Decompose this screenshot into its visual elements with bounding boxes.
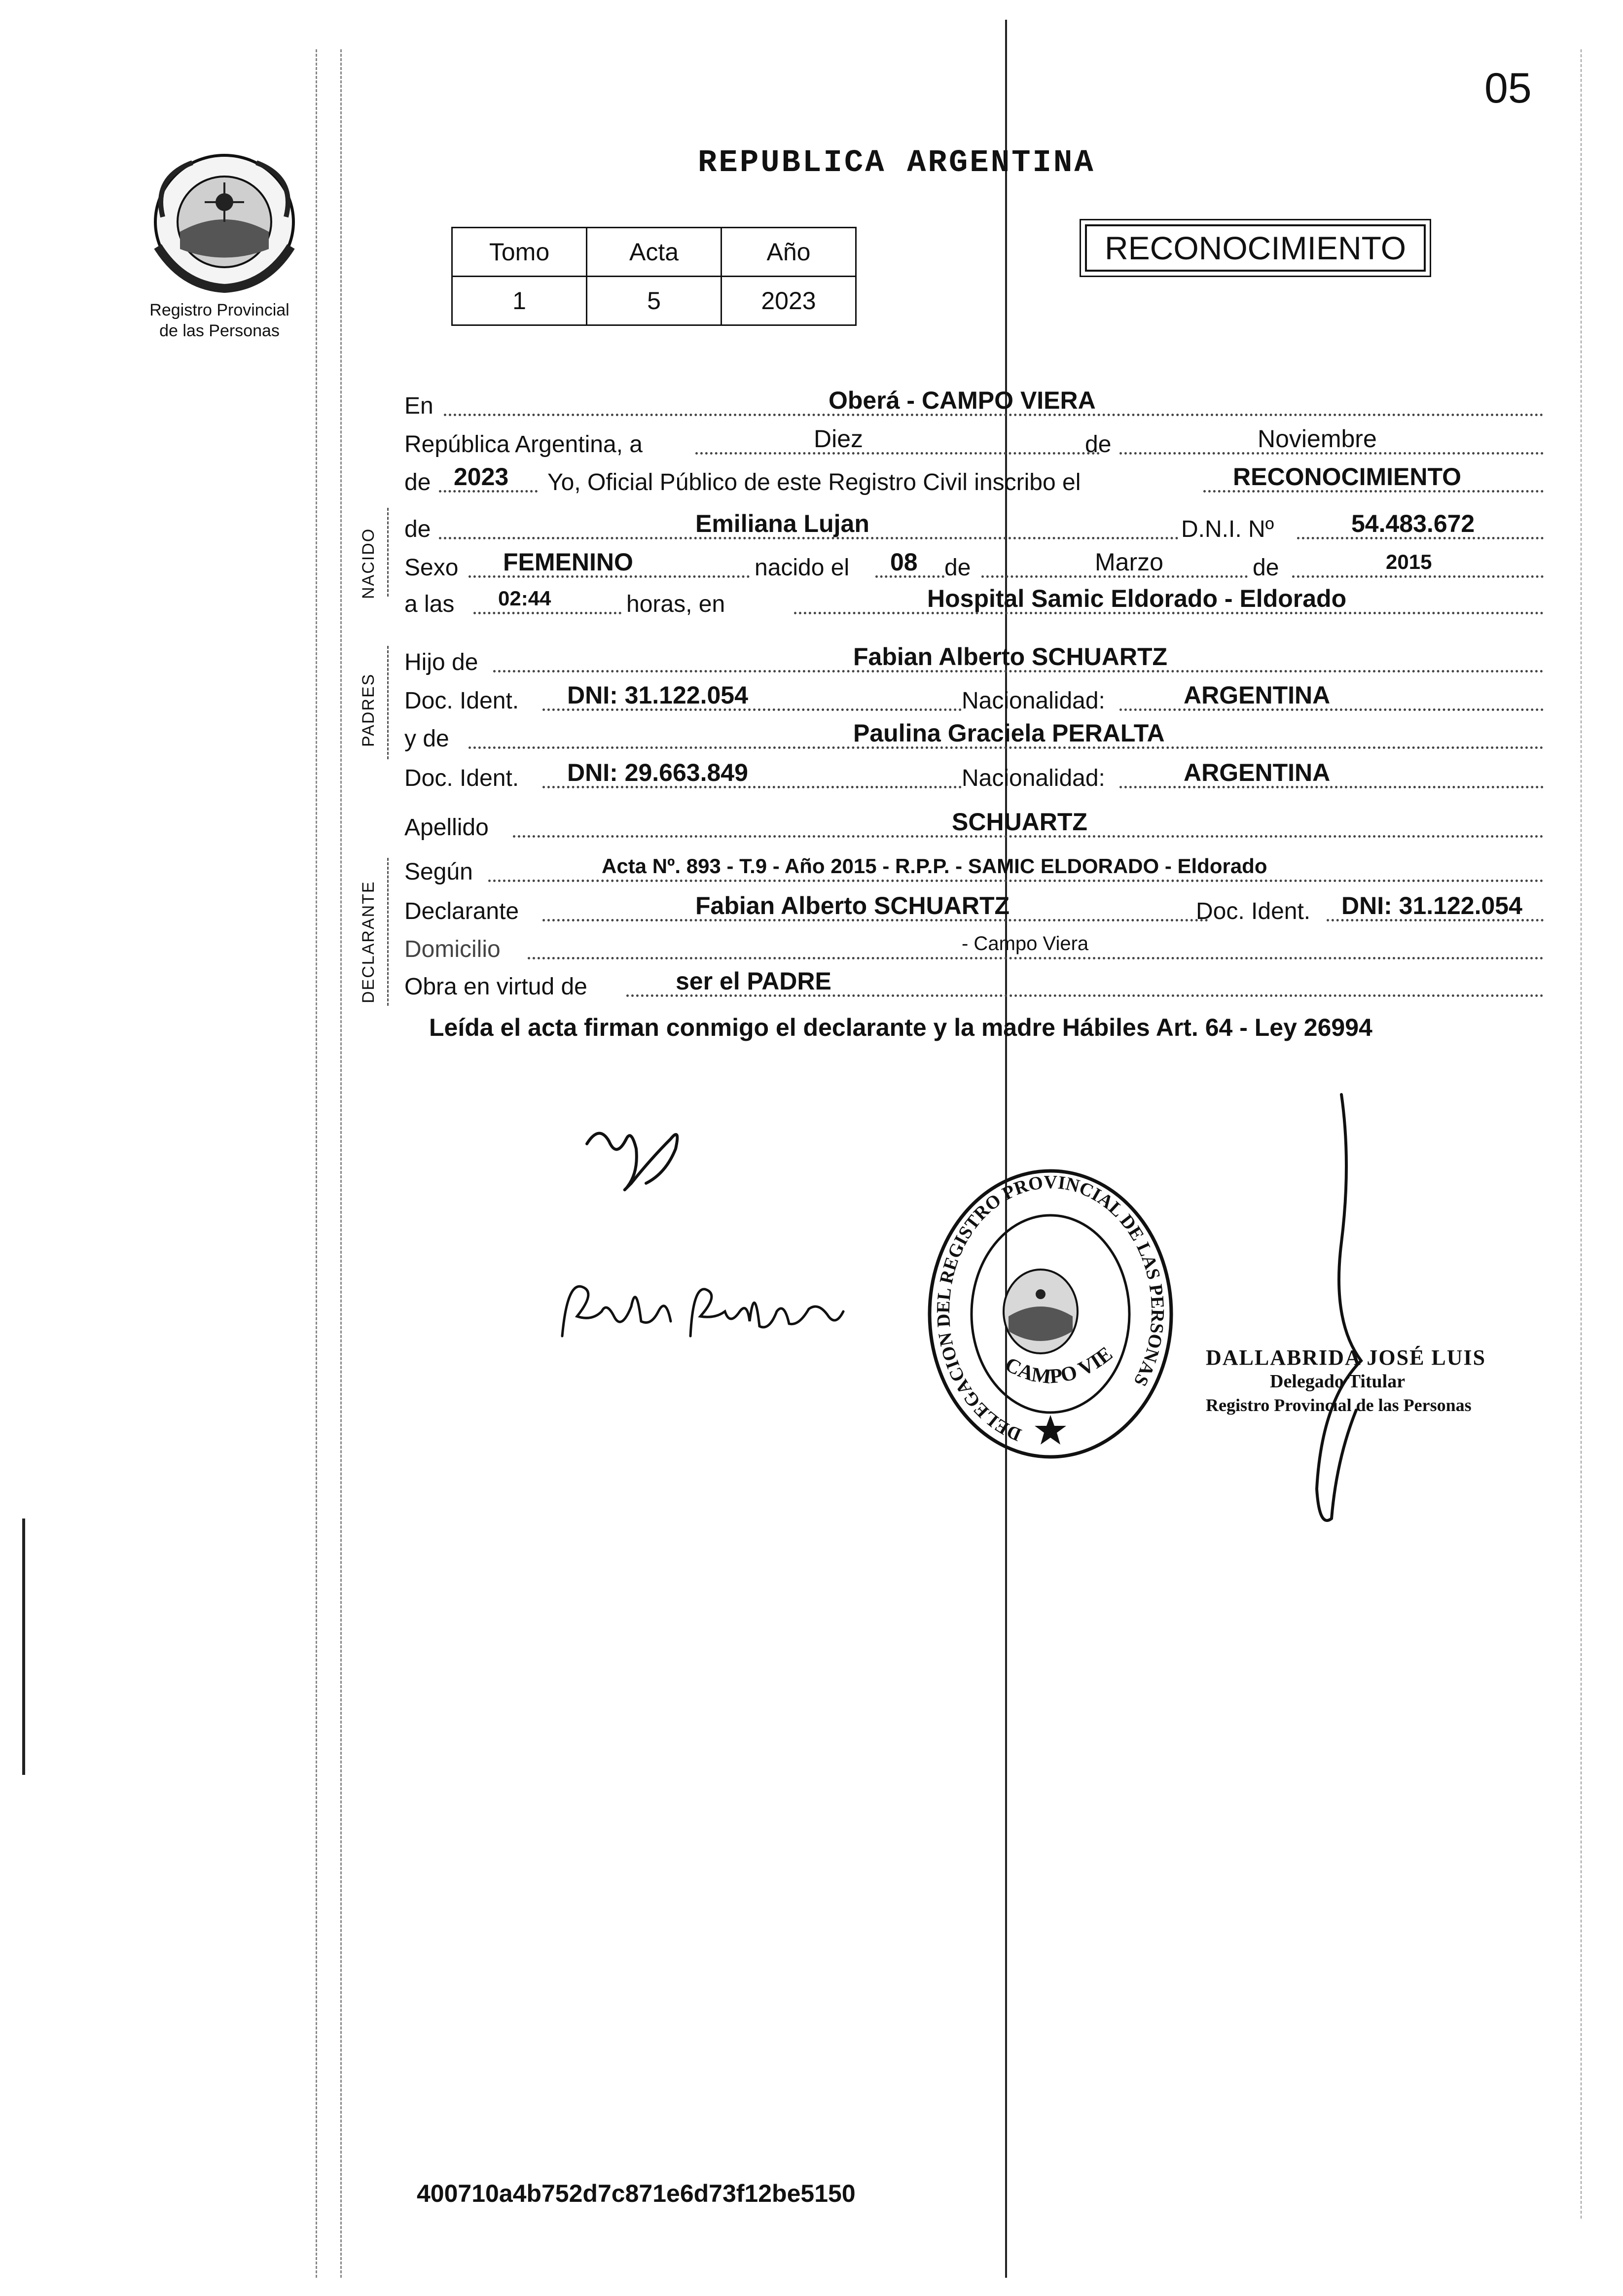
registry-line2: de las Personas <box>159 321 280 340</box>
nombre-value: Emiliana Lujan <box>695 510 869 537</box>
hora-value: 02:44 <box>498 587 551 610</box>
nac1-value: ARGENTINA <box>1184 681 1331 709</box>
table-header-tomo: Tomo <box>452 228 587 277</box>
doc1-label: Doc. Ident. <box>404 688 519 714</box>
table-header-acta: Acta <box>587 228 721 277</box>
seal-ring-text: DELEGACION DEL REGISTRO PROVINCIAL DE LAS PERSONAS <box>933 1171 1168 1446</box>
dia-dots <box>695 452 1100 455</box>
nac2-label: Nacionalidad: <box>962 765 1105 791</box>
de-label: de <box>1085 431 1112 458</box>
segun-dots <box>488 880 1544 882</box>
margin-rule-right <box>1581 49 1583 2219</box>
hijo-label: Hijo de <box>404 649 478 675</box>
page-number: 05 <box>1484 65 1532 112</box>
alas-label: a las <box>404 591 455 617</box>
row-doc2 <box>404 752 1544 791</box>
registry-line1: Registro Provincial <box>149 301 289 319</box>
nac2-value: ARGENTINA <box>1184 759 1331 786</box>
seal-center-text: CAMPO VIE <box>1001 1342 1117 1389</box>
doc1-value: DNI: 31.122.054 <box>567 681 748 709</box>
nac1-label: Nacionalidad: <box>962 688 1105 714</box>
obra-label: Obra en virtud de <box>404 974 587 1000</box>
doc2-value: DNI: 29.663.849 <box>567 759 748 786</box>
closing-statement: Leída el acta firman conmigo el declarante y la madre Hábiles Art. 64 - Ley 26994 <box>429 1014 1372 1041</box>
margin-rule-inner <box>340 49 343 2278</box>
document-title: REPUBLICA ARGENTINA <box>698 145 1095 181</box>
table-header-anio: Año <box>721 228 856 277</box>
scan-edge-mark <box>22 1519 25 1775</box>
declarante-label: Declarante <box>404 898 519 924</box>
oficial-text: Yo, Oficial Público de este Registro Civil inscribo el <box>547 469 1081 495</box>
sexo-value: FEMENINO <box>503 548 633 576</box>
segun-value: Acta Nº. 893 - T.9 - Año 2015 - R.P.P. - SAMIC ELDORADO - Eldorado <box>602 854 1267 878</box>
dni-label: D.N.I. Nº <box>1181 516 1274 542</box>
dia-value: Diez <box>814 425 864 453</box>
lugar-value: Hospital Samic Eldorado - Eldorado <box>927 585 1347 612</box>
yde-label: y de <box>404 726 449 752</box>
row-hora <box>404 578 1544 617</box>
declarante-bracket <box>387 858 389 1006</box>
nacido-bracket <box>387 508 389 597</box>
nacido-label: nacido el <box>755 555 850 581</box>
declarant-signature <box>572 1104 720 1203</box>
mother-signature <box>552 1262 868 1361</box>
row-nombre <box>404 503 1544 542</box>
scan-line <box>1005 20 1007 2278</box>
row-doc1 <box>404 674 1544 714</box>
row-declarante <box>404 885 1544 924</box>
nac-de-label: de <box>944 555 971 581</box>
officer-signature <box>1282 1085 1391 1538</box>
official-seal <box>922 1164 1179 1464</box>
nac2-dots <box>1119 786 1544 788</box>
table-value-anio: 2023 <box>721 277 856 325</box>
row-sexo <box>404 541 1544 581</box>
doc2-label: Doc. Ident. <box>404 765 519 791</box>
row-domicilio <box>404 923 1544 962</box>
section-padres: PADRES <box>359 673 378 747</box>
officer-role: Delegado Titular <box>1270 1371 1406 1392</box>
margin-rule-left <box>316 49 318 2278</box>
de2-label: de <box>404 469 431 495</box>
table-value-acta: 5 <box>587 277 721 325</box>
nac-dia-value: 08 <box>890 548 918 576</box>
obra-value: ser el PADRE <box>676 967 831 995</box>
nac-anio-value: 2015 <box>1386 550 1432 573</box>
officer-name: DALLABRIDA JOSÉ LUIS <box>1206 1345 1486 1370</box>
domicilio-value: - Campo Viera <box>962 933 1089 954</box>
nombre-label: de <box>404 516 431 542</box>
madre-value: Paulina Graciela PERALTA <box>853 719 1165 747</box>
registry-label <box>126 300 313 341</box>
row-ymadre <box>404 712 1544 752</box>
padres-bracket <box>387 646 389 759</box>
en-value: Oberá - CAMPO VIERA <box>829 387 1096 414</box>
record-type-box: RECONOCIMIENTO <box>1085 224 1426 272</box>
table-value-tomo: 1 <box>452 277 587 325</box>
row-en <box>404 380 1544 419</box>
mes-value: Noviembre <box>1258 425 1377 453</box>
record-table <box>451 227 857 326</box>
officer-org: Registro Provincial de las Personas <box>1206 1395 1472 1415</box>
row-obra <box>404 960 1544 1000</box>
padre-value: Fabian Alberto SCHUARTZ <box>853 643 1168 671</box>
row-hijo <box>404 636 1544 675</box>
row-segun <box>404 846 1544 885</box>
sexo-label: Sexo <box>404 555 459 581</box>
apellido-value: SCHUARTZ <box>952 808 1087 836</box>
declarante-value: Fabian Alberto SCHUARTZ <box>695 892 1010 919</box>
row-inscribo <box>404 456 1544 495</box>
province-logo <box>143 148 306 296</box>
document-hash: 400710a4b752d7c871e6d73f12be5150 <box>417 2180 856 2207</box>
horas-label: horas, en <box>626 591 725 617</box>
nac-de2-label: de <box>1253 555 1279 581</box>
apellido-label: Apellido <box>404 814 489 841</box>
decl-doc-label: Doc. Ident. <box>1196 898 1311 924</box>
domicilio-dots <box>528 957 1544 959</box>
row-apellido <box>404 801 1544 841</box>
en-label: En <box>404 393 433 419</box>
officer-block <box>1206 1346 1581 1417</box>
dni-value: 54.483.672 <box>1351 510 1475 537</box>
decl-doc-value: DNI: 31.122.054 <box>1341 892 1522 919</box>
section-nacido: NACIDO <box>359 528 378 599</box>
hora-dots <box>473 612 621 614</box>
section-declarante: DECLARANTE <box>359 881 378 1003</box>
row-fecha <box>404 418 1544 458</box>
nac1-dots <box>1119 708 1544 711</box>
domicilio-label: Domicilio <box>404 936 501 962</box>
anio-value: 2023 <box>454 463 509 491</box>
republica-label: República Argentina, a <box>404 431 643 458</box>
inscribo-value: RECONOCIMIENTO <box>1233 463 1461 491</box>
nac-mes-value: Marzo <box>1095 548 1163 576</box>
segun-label: Según <box>404 859 473 885</box>
